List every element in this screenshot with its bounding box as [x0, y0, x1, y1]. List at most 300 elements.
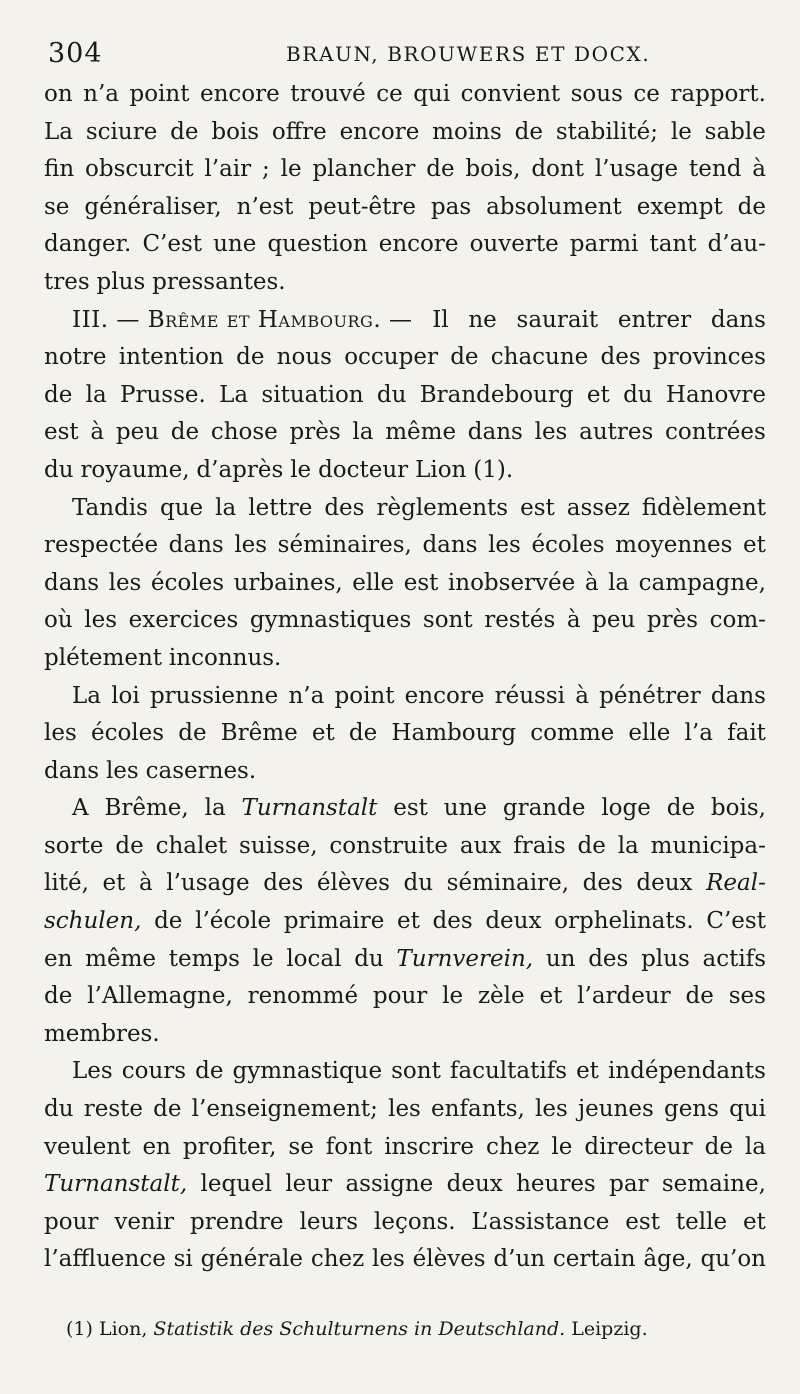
word: leurs: [299, 1208, 359, 1235]
word: chez: [310, 1246, 365, 1273]
word: d’au-: [707, 231, 766, 258]
word: à: [90, 419, 105, 446]
text-line: [44, 828, 766, 866]
word: elle: [628, 720, 671, 747]
text-line: [44, 1129, 766, 1167]
word: est: [520, 494, 555, 521]
word: le: [670, 118, 692, 145]
word: et: [743, 1208, 766, 1235]
word: Tandis: [72, 494, 148, 521]
word: et: [586, 381, 610, 408]
word: qui: [729, 1096, 766, 1123]
word: du: [376, 381, 407, 408]
text-line: [44, 1241, 766, 1279]
word: assigne: [345, 1171, 434, 1198]
word: zèle: [477, 983, 525, 1010]
word: municipa-: [650, 832, 766, 859]
word: deux: [636, 870, 693, 897]
word: pénétrer: [599, 682, 701, 709]
word: plus: [641, 945, 690, 972]
word: deux: [485, 908, 542, 935]
word: dans: [710, 682, 766, 709]
word: lequel: [200, 1171, 272, 1198]
word: séminaires,: [277, 532, 412, 559]
word: moyennes: [615, 532, 733, 559]
word: deux: [446, 1171, 503, 1198]
word: offre: [271, 118, 327, 145]
word: dans: [44, 569, 100, 596]
word: C’est: [706, 908, 766, 935]
word: construite: [329, 832, 449, 859]
text-line: [44, 1091, 766, 1129]
footnote-title: Statistik des Schulturnens in Deutschland.: [153, 1318, 566, 1340]
word: écoles: [531, 532, 605, 559]
word: de: [737, 193, 766, 220]
word: et: [396, 908, 420, 935]
word: se: [288, 1133, 314, 1160]
word: à: [584, 569, 599, 596]
word: inscrire: [384, 1133, 475, 1160]
word: dans: [422, 532, 478, 559]
text-line: [44, 903, 766, 941]
word: stabilité;: [555, 118, 658, 145]
word: tant: [649, 231, 697, 258]
word: loge: [601, 795, 651, 822]
word: Lion: [415, 456, 467, 483]
word: exempt: [636, 193, 723, 220]
word: élèves: [316, 870, 390, 897]
word: Turnanstalt: [241, 795, 378, 822]
word: cours: [121, 1058, 187, 1085]
word: grande: [502, 795, 586, 822]
word: frais: [513, 832, 566, 859]
word: pour: [372, 983, 428, 1010]
text-line: [44, 602, 766, 640]
text-line: [44, 715, 766, 753]
word: heures: [516, 1171, 596, 1198]
word: une: [213, 231, 257, 258]
word: question: [267, 231, 368, 258]
word: le: [252, 945, 274, 972]
word: sciure: [85, 118, 158, 145]
word: encore: [339, 118, 420, 145]
word: du: [623, 381, 653, 408]
text-line: [44, 790, 766, 828]
word: situation: [261, 381, 364, 408]
word: gymnastique: [232, 1058, 383, 1085]
word: chose: [210, 419, 278, 446]
text-line: [44, 189, 766, 227]
word: prussienne: [149, 682, 279, 709]
word: séminaire,: [446, 870, 570, 897]
word: obscurcit: [85, 156, 194, 183]
word: point: [129, 81, 190, 107]
text-line: [44, 978, 766, 1016]
text-line: [44, 1166, 766, 1204]
word: l’usage: [166, 870, 250, 897]
word: urbaines,: [233, 569, 343, 596]
word: docteur: [318, 456, 409, 483]
word: et: [743, 532, 766, 559]
word: encore: [404, 682, 485, 709]
word: les: [234, 532, 268, 559]
word: ouverte: [469, 231, 559, 258]
word: de: [450, 344, 479, 371]
word: Il: [432, 306, 449, 333]
word: la: [215, 494, 237, 521]
footnote-marker: (1) Lion,: [66, 1318, 148, 1340]
word: du: [354, 945, 384, 972]
word: casernes.: [145, 757, 257, 784]
word: dans: [168, 532, 224, 559]
word: sous: [570, 81, 623, 107]
word: pour: [44, 1208, 99, 1235]
word: et: [539, 983, 563, 1010]
text-line: [44, 1016, 766, 1054]
word: de: [426, 156, 455, 183]
word: leçons.: [373, 1208, 456, 1235]
text-line: [44, 226, 766, 264]
word: des: [600, 344, 641, 371]
word: lité,: [44, 870, 89, 897]
word: fait: [727, 720, 766, 747]
text-line: [44, 941, 766, 979]
word: les: [488, 532, 521, 559]
word: l’air: [204, 156, 252, 183]
word: comme: [530, 720, 615, 747]
word: Real-: [706, 870, 766, 897]
word: à: [566, 607, 581, 634]
word: inconnus.: [168, 644, 282, 671]
word: du: [44, 456, 74, 483]
word: se: [44, 193, 70, 220]
word: ne: [468, 306, 497, 333]
text-line: [44, 527, 766, 565]
word: si: [173, 1246, 193, 1273]
word: dont: [531, 156, 584, 183]
word: d’après: [196, 456, 284, 483]
word: semaine,: [661, 1171, 766, 1198]
word: où: [44, 607, 73, 634]
word: même: [85, 945, 156, 972]
word: royaume,: [80, 456, 190, 483]
word: des: [324, 494, 365, 521]
word: en: [44, 945, 73, 972]
word: un: [545, 945, 576, 972]
word: Brandebourg: [419, 381, 574, 408]
text-line: [44, 1053, 766, 1091]
word: suisse,: [239, 832, 318, 859]
word: chez: [486, 1133, 540, 1160]
word: directeur: [584, 1133, 693, 1160]
word: les: [44, 720, 77, 747]
word: dans: [44, 757, 100, 784]
word: telle: [675, 1208, 728, 1235]
word: fin: [44, 156, 75, 183]
word: les: [535, 1096, 568, 1123]
word: et: [576, 1058, 599, 1085]
word: le: [442, 983, 464, 1010]
word: occuper: [344, 344, 438, 371]
word: à: [138, 870, 153, 897]
word: et: [102, 870, 126, 897]
word: élèves: [412, 1246, 486, 1273]
word: par: [609, 1171, 649, 1198]
word: veulent: [44, 1133, 131, 1160]
word: du: [403, 870, 434, 897]
word: règlements: [376, 494, 509, 521]
word: leur: [285, 1171, 333, 1198]
section-heading: III. — Brême et Hambourg. —: [72, 306, 413, 333]
word: font: [325, 1133, 373, 1160]
word: l’Allemagne,: [87, 983, 233, 1010]
word: pas: [430, 193, 472, 220]
word: de: [115, 832, 144, 859]
word: écoles: [90, 720, 165, 747]
word: La: [219, 381, 249, 408]
word: chacune: [490, 344, 589, 371]
word: des: [432, 908, 473, 935]
word: l’usage: [594, 156, 679, 183]
word: de: [170, 419, 200, 446]
word: provinces: [652, 344, 766, 371]
word: les: [105, 757, 139, 784]
word: la: [85, 381, 107, 408]
word: encore: [199, 81, 280, 107]
word: de: [348, 720, 378, 747]
body-text: [44, 76, 766, 1279]
word: elle: [352, 569, 395, 596]
word: la: [608, 569, 630, 596]
word: de: [44, 381, 73, 408]
word: peu: [592, 607, 636, 634]
word: schulen,: [44, 908, 142, 935]
word: gens: [663, 1096, 719, 1123]
word: de: [195, 1058, 224, 1085]
word: dans: [467, 419, 523, 446]
word: membres.: [44, 1020, 160, 1047]
word: inobservée: [447, 569, 576, 596]
text-line: [44, 414, 766, 452]
text-line: [44, 452, 766, 490]
word: des: [263, 870, 304, 897]
word: loi: [111, 682, 140, 709]
word: à: [575, 682, 589, 709]
word: l’a: [684, 720, 713, 747]
word: entrer: [617, 306, 692, 333]
text-line: [44, 76, 766, 114]
word: aux: [459, 832, 502, 859]
word: les: [84, 607, 118, 634]
word: l’école: [195, 908, 272, 935]
word: Les: [72, 1058, 113, 1085]
word: sont: [422, 607, 473, 634]
word: générale: [200, 1246, 304, 1273]
word: Turnanstalt,: [44, 1171, 188, 1198]
word: bois,: [465, 156, 521, 183]
footnote-place: Leipzig.: [571, 1318, 648, 1340]
word: tend: [689, 156, 742, 183]
word: les: [388, 1096, 421, 1123]
page-number: 304: [48, 38, 103, 69]
word: de: [514, 118, 543, 145]
word: n’a: [83, 81, 119, 107]
word: plétement: [44, 644, 163, 671]
word: intention: [118, 344, 224, 371]
word: sorte: [44, 832, 104, 859]
word: près: [289, 419, 341, 446]
word: d’un: [493, 1246, 546, 1273]
word: ce: [376, 81, 403, 107]
text-line: [44, 490, 766, 528]
word: en: [142, 1133, 171, 1160]
word: est: [393, 795, 428, 822]
word: convient: [460, 81, 561, 107]
word: n’est: [236, 193, 294, 220]
word: l’affluence: [44, 1246, 166, 1273]
word: les: [108, 569, 142, 596]
word: pressantes.: [152, 268, 286, 295]
text-line: [44, 114, 766, 152]
word: est: [403, 569, 439, 596]
word: facultatifs: [449, 1058, 568, 1085]
word: et: [311, 720, 335, 747]
word: réussi: [494, 682, 566, 709]
word: la: [352, 419, 374, 446]
word: A: [72, 795, 89, 822]
word: fidèlement: [641, 494, 766, 521]
word: peut-être: [308, 193, 416, 220]
word: qu’on: [700, 1246, 766, 1273]
word: venir: [114, 1208, 175, 1235]
word: Prusse.: [120, 381, 206, 408]
word: exercices: [128, 607, 239, 634]
word: profiter,: [182, 1133, 277, 1160]
word: de: [44, 983, 73, 1010]
word: point: [334, 682, 395, 709]
word: Hambourg: [391, 720, 517, 747]
word: la: [204, 795, 226, 822]
word: notre: [44, 344, 107, 371]
word: contrées: [665, 419, 766, 446]
word: de: [170, 118, 199, 145]
word: moins: [432, 118, 502, 145]
word: peu: [115, 419, 160, 446]
word: on: [44, 81, 73, 107]
text-line: [44, 565, 766, 603]
word: de: [704, 1133, 733, 1160]
word: certain: [552, 1246, 636, 1273]
word: est: [44, 419, 79, 446]
word: La: [44, 118, 73, 145]
word: reste: [83, 1096, 143, 1123]
text-line: [44, 640, 766, 678]
word: assez: [566, 494, 630, 521]
word: de: [685, 983, 714, 1010]
word: généraliser,: [84, 193, 222, 220]
word: dans: [710, 306, 766, 333]
word: lettre: [248, 494, 313, 521]
word: danger.: [44, 231, 132, 258]
word: des: [582, 870, 623, 897]
word: Turnverein,: [396, 945, 534, 972]
word: enfants,: [431, 1096, 525, 1123]
word: est: [625, 1208, 660, 1235]
word: du: [44, 1096, 74, 1123]
word: ;: [262, 156, 270, 183]
word: encore: [378, 231, 459, 258]
word: La: [72, 682, 101, 709]
text-line: [44, 1204, 766, 1242]
word: âge,: [643, 1246, 693, 1273]
word: de: [178, 720, 207, 747]
word: bois,: [710, 795, 766, 822]
word: le: [290, 456, 312, 483]
word: de: [153, 1096, 182, 1123]
word: près: [646, 607, 699, 634]
word: Brême: [220, 720, 298, 747]
word: des: [588, 945, 629, 972]
word: (1).: [473, 456, 514, 483]
word: trouvé: [290, 81, 366, 107]
word: n’a: [288, 682, 325, 709]
word: le: [280, 156, 302, 183]
text-line: [44, 678, 766, 716]
word: une: [443, 795, 488, 822]
word: L’assistance: [471, 1208, 610, 1235]
word: plancher: [312, 156, 416, 183]
word: renommé: [247, 983, 359, 1010]
word: Brême,: [104, 795, 189, 822]
word: qui: [413, 81, 451, 107]
word: com-: [709, 607, 766, 634]
text-line: [44, 151, 766, 189]
word: la: [617, 832, 639, 859]
word: ce: [633, 81, 660, 107]
text-line: [44, 302, 766, 340]
word: écoles: [150, 569, 225, 596]
word: tres: [44, 268, 90, 295]
word: prendre: [190, 1208, 284, 1235]
word: orphelinats.: [554, 908, 694, 935]
word: les: [534, 419, 568, 446]
word: local: [286, 945, 342, 972]
word: rapport.: [670, 81, 766, 107]
word: autres: [579, 419, 654, 446]
word: ses: [728, 983, 766, 1010]
word: de: [666, 795, 696, 822]
text-line: [44, 264, 766, 302]
word: l’ardeur: [577, 983, 671, 1010]
text-line: [44, 339, 766, 377]
word: absolument: [486, 193, 622, 220]
word: l’enseignement;: [191, 1096, 378, 1123]
word: la: [744, 1133, 766, 1160]
word: primaire: [283, 908, 385, 935]
text-line: [44, 753, 766, 791]
word: de: [154, 908, 183, 935]
word: sont: [391, 1058, 441, 1085]
footnote: [66, 1318, 706, 1340]
running-head: BRAUN, BROUWERS ET DOCX.: [286, 42, 651, 66]
page-header: [40, 34, 768, 74]
word: de: [236, 344, 265, 371]
word: restés: [484, 607, 556, 634]
word: actifs: [702, 945, 766, 972]
word: plus: [96, 268, 146, 295]
word: sable: [704, 118, 766, 145]
word: indépendants: [607, 1058, 766, 1085]
